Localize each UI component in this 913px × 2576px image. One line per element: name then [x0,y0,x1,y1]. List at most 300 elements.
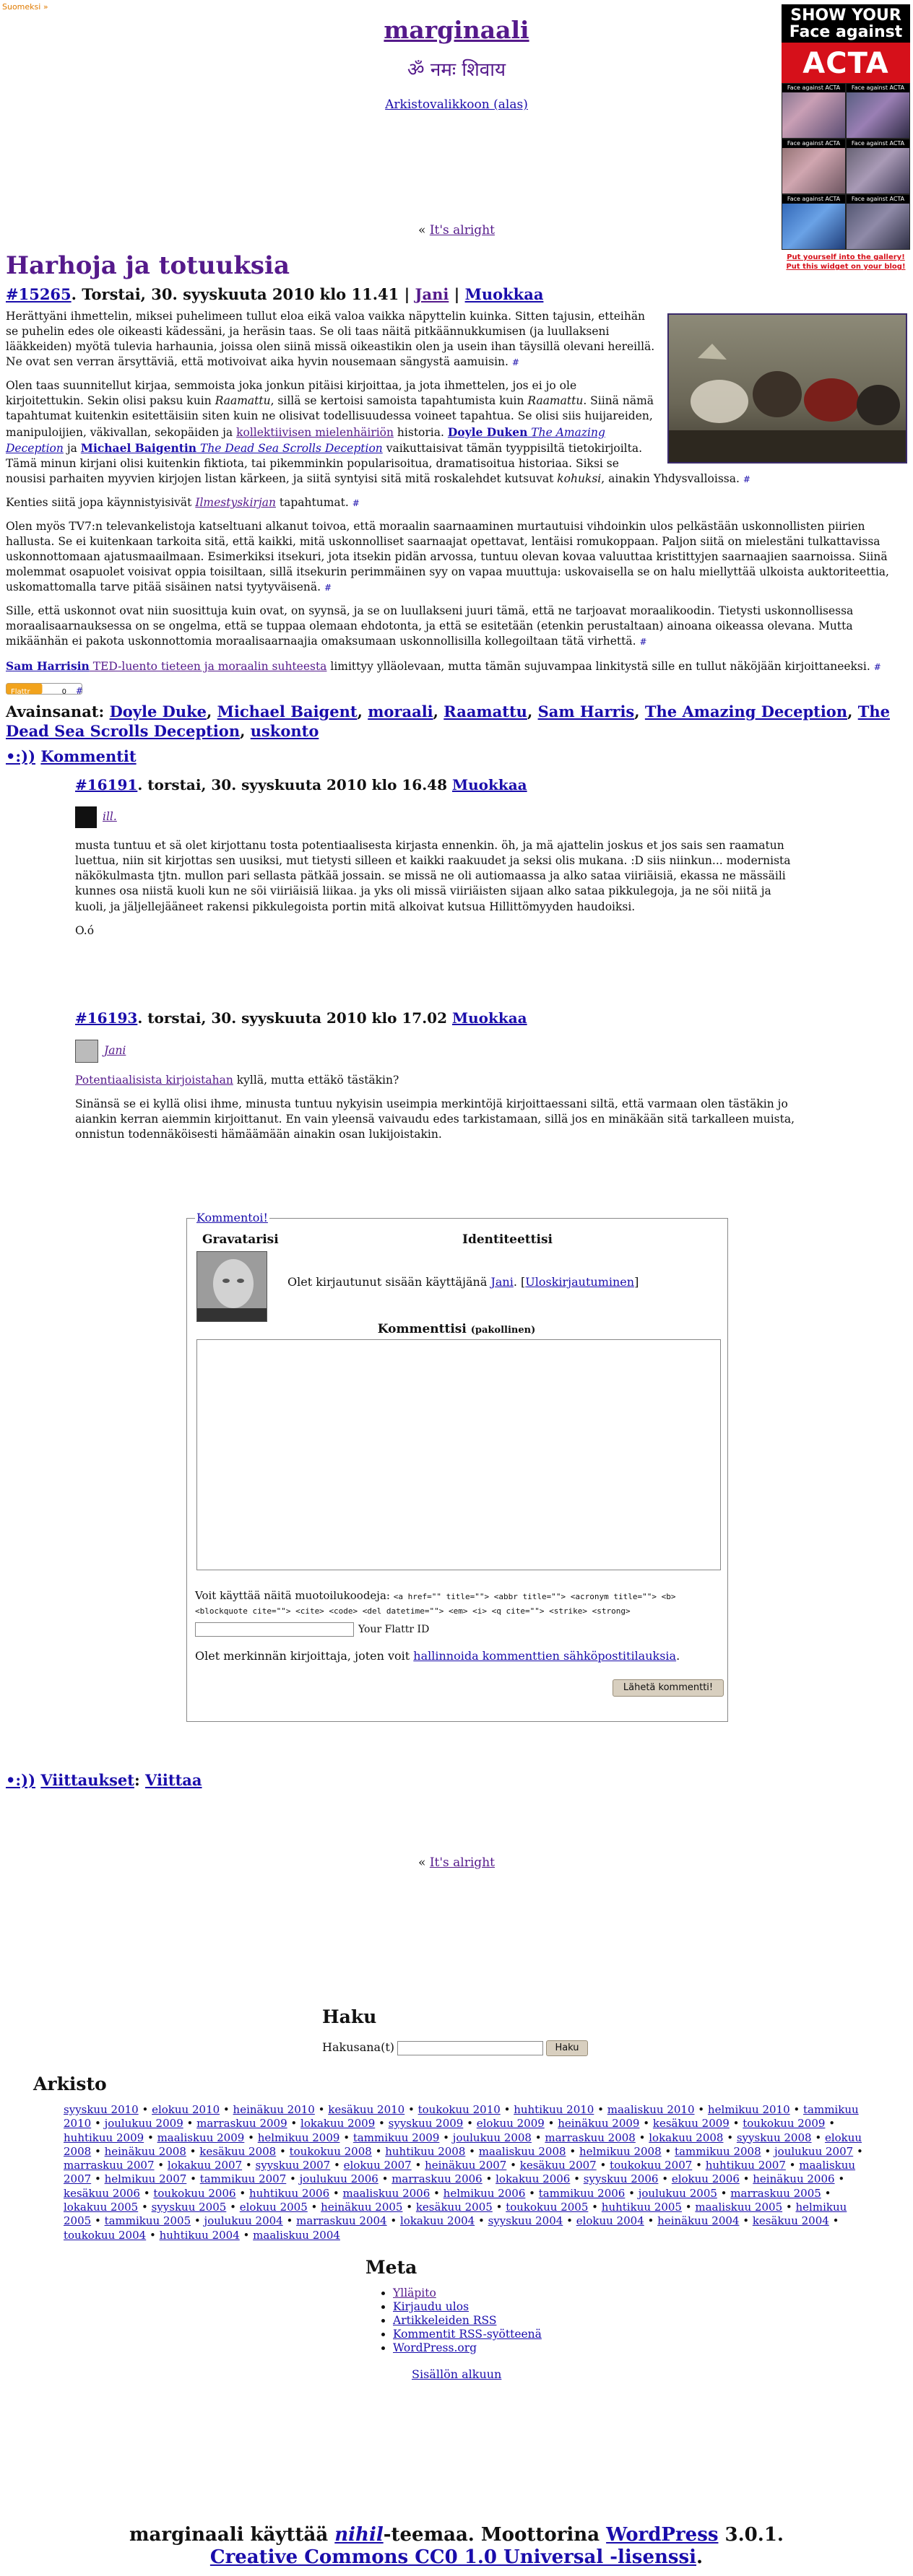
logout-link[interactable]: Uloskirjautuminen [525,1275,635,1289]
archive-month-link[interactable]: heinäkuu 2009 [558,2117,640,2131]
archive-month-link[interactable]: joulukuu 2005 [638,2186,717,2200]
identity-heading: Identiteettisi [462,1232,553,1247]
archive-month-link[interactable]: elokuu 2006 [671,2172,740,2186]
post-title-link[interactable]: Harhoja ja totuuksia [6,251,290,280]
archive-separator: • [500,2103,514,2116]
theme-link[interactable]: nihil [334,2524,384,2546]
trackback-url-link[interactable]: Viittaa [145,1771,202,1789]
site-title [0,14,913,47]
archive-month-link[interactable]: toukokuu 2005 [506,2201,589,2214]
prev-post-link[interactable]: It's alright [429,223,495,238]
acta-face-1[interactable] [782,83,846,139]
archive-month-link[interactable]: lokakuu 2008 [649,2131,724,2144]
avatar [75,806,97,828]
meta-heading: Meta [365,2257,417,2278]
comments-rss-link[interactable]: Kommentit RSS-syötteenä [393,2328,542,2341]
comment-date: . torstai, 30. syyskuuta 2010 klo 17.02 [137,1009,452,1027]
acta-face-2[interactable] [846,83,910,139]
language-switch[interactable] [2,2,48,13]
tag-link[interactable]: Raamattu [443,702,527,721]
archive-separator: • [639,2117,653,2131]
comment-text [75,1073,797,1088]
acta-widget-link[interactable]: Put this widget on your blog! [786,263,906,271]
archive-separator: • [465,2144,479,2158]
paragraph-text: limittyy ylläolevaan, mutta tämän sujuvampaa linkitystä sille en tullut näköjään kirjoittaneeksi. [326,659,870,673]
archive-month-link[interactable]: elokuu 2009 [476,2117,545,2131]
trackbacks-heading [6,1770,202,1790]
flattr-id-row [195,1622,429,1637]
archive-month-link[interactable]: maaliskuu 2006 [342,2186,430,2200]
archive-month-link[interactable]: elokuu 2007 [343,2159,412,2172]
footer-text: marginaali käyttää [129,2524,335,2546]
archive-separator: • [386,2214,400,2228]
archive-month-link[interactable]: heinäkuu 2004 [657,2214,740,2228]
subscription-note [195,1648,680,1664]
archive-separator: • [329,2186,343,2200]
acta-widget[interactable] [782,4,910,271]
archive-separator: • [146,2228,160,2242]
archive-month-link[interactable]: maaliskuu 2004 [253,2228,340,2242]
archive-separator: • [371,2144,386,2158]
post-meta [6,284,543,305]
skip-to-top-link[interactable]: Sisällön alkuun [412,2367,502,2381]
archive-month-link[interactable]: helmikuu 2008 [579,2144,662,2158]
acta-face-6[interactable] [846,194,910,250]
required-marker: (pakollinen) [470,1325,536,1336]
archive-separator: • [339,2131,353,2144]
archive-separator: • [594,2103,607,2116]
flattr-row [6,683,907,699]
comment-header [75,775,797,795]
trackbacks-colon: : [134,1771,146,1789]
post-author-link[interactable]: Jani [415,285,449,303]
archive-month-link[interactable]: joulukuu 2007 [774,2144,854,2158]
archive-month-link[interactable]: huhtikuu 2004 [159,2228,240,2242]
acta-face-3[interactable] [782,139,846,194]
post-permalink[interactable]: #15265 [6,285,72,303]
acta-gallery-link[interactable]: Put yourself into the gallery! [787,253,905,262]
archive-month-link[interactable]: toukokuu 2009 [743,2117,826,2131]
comment-edit-link[interactable]: Muokkaa [451,1009,527,1027]
archive-month-link[interactable]: kesäkuu 2006 [64,2186,140,2200]
allowed-tags-list: <a href="" title=""> <abbr title=""> <acronym title=""> <b> <blockquote cite=""> <cite> <code> <del datetime=""> <em> <i> <q cite=""> <strike> <strong> [195,1592,676,1616]
archive-month-link[interactable]: helmikuu 2009 [257,2131,340,2144]
potential-books-link[interactable]: Potentiaalisista kirjoistahan [75,1074,233,1087]
meta-item [393,2286,542,2300]
ted-talk-link[interactable]: TED-luento tieteen ja moraalin suhteesta [89,659,327,673]
paragraph-text: Sille, että uskonnot ovat niin suosittuja kuin ovat, on syynsä, ja se on luullakseni juuri tämä, että ne tarjoavat moraalikoodin. Tietysti uskonnollisessa moraalisaarnauksessa on se ongelma, että se tuppaa olemaan ehdotonta, ja että se esitetään (etenkin perustaltaan) ainoana oikeassa olevana. Mutta mikäänhän ei pakota uskonnottomia moraalisaarnaajia omaksumaan uskonnollisilla kollegoiltaan tätä virhettä. [6,604,854,648]
post-body [6,309,907,708]
archive-month-link[interactable]: marraskuu 2009 [196,2117,287,2131]
archive-month-link[interactable]: kesäkuu 2007 [519,2159,597,2172]
michael-baigent-link[interactable] [81,441,383,455]
footer-text: -teemaa. Moottorina [383,2524,607,2546]
tag-link[interactable]: Sam Harris [537,702,635,721]
archive-month-link[interactable]: marraskuu 2008 [545,2131,636,2144]
search-label: Hakusana(t) [322,2040,394,2054]
archive-separator: • [739,2172,753,2186]
archive-month-link[interactable]: marraskuu 2007 [64,2159,155,2172]
comment-form-legend-link[interactable]: Kommentoi! [196,1211,268,1224]
submit-comment-button[interactable]: Lähetä kommentti! [613,1679,724,1697]
prev-post-link[interactable]: It's alright [429,1855,495,1870]
archive-month-link[interactable]: elokuu 2008 [64,2131,862,2158]
archive-month-link[interactable]: syyskuu 2005 [151,2201,227,2214]
comments-heading-link[interactable]: Kommentit [40,747,137,765]
search-form [322,2040,588,2056]
logged-in-user-link[interactable]: Jani [490,1275,514,1289]
acta-cell-label: Face against ACTA [782,84,845,92]
archive-month-link[interactable]: syyskuu 2009 [388,2117,464,2131]
archive-month-link[interactable]: joulukuu 2008 [452,2131,532,2144]
acta-band: ACTA [782,43,910,83]
archive-separator: • [570,2172,584,2186]
paragraph-text: Herättyäni ihmettelin, miksei puhelimeen tullut eloa eikä valoa vaikka näpyttelin kuinka. Sitten tajusin, etteihän se puhelin edes ole oikeasti kädessäni, ja heräsin taas. Se oli taas näitä pitkäännukkumisen (ja luullakseni lääkkeiden) myötä tulevia harhaunia, joissa olen siinä missä oikeastikin olen ja usein ihan täysillä olevani hereillä. Ne ovat sen verran ärsyttäviä, että motivoivat aika hyvin nousemaan sängystä aamuisin. [6,310,655,369]
archive-separator: • [411,2159,425,2172]
notify-prefix: Olet merkinnän kirjoittaja, joten voit [195,1649,414,1663]
emphasis: Raamattu [527,394,584,408]
archive-separator: • [330,2159,344,2172]
archive-separator: • [183,2117,197,2131]
meta-separator: | [449,285,465,303]
comment-text: musta tuntuu et sä olet kirjottanu tosta potentiaalisesta kirjasta ennenkin. öh, ja mä ajattelin joskus et jos sais sen raamatun luettua, niin sit kirjottas sen uusiksi, mut tietysti silleen et kaikki raakuudet ja seksi olis mukana. :D siis niinkun... modernista näkökulmasta tjtn. mullon pari sellasta pätkää jossain. se missä ne oli autiomaassa ja alko sataa viiriäisiä, ekassa ne mässäili kunnes osa niistä kuoli kun ne söi viiriäisiä liikaa. ja yks oli missä viiriäisten sijaan alko sataa pikkulegoja, ja ne söi niitä ja kuoli, ja jäljellejääneet rakensi pikkulegoista portin mitä alkoivat kutsua Hillittömyyden haudoiksi. [75,839,791,913]
paragraph-text: tapahtumat. [275,495,349,509]
tag-link[interactable]: The Amazing Deception [644,702,848,721]
user-avatar-icon [197,1252,267,1321]
language-label[interactable]: Suomeksi [2,2,41,12]
archive-separator: • [239,2228,254,2242]
tag-link[interactable]: moraali [368,702,433,721]
archive-month-link[interactable]: heinäkuu 2008 [104,2144,186,2158]
pilcrow-link[interactable]: # [511,357,519,368]
pilcrow-link[interactable]: # [639,637,647,648]
trackback-feed-icon[interactable]: •:)) [6,1771,36,1789]
archive-separator: • [186,2172,200,2186]
comment [75,1009,797,1152]
acta-cell-label: Face against ACTA [847,195,909,204]
archive-separator: • [276,2144,290,2158]
archive-month-link[interactable]: tammikuu 2007 [199,2172,287,2186]
archive-month-link[interactable]: syyskuu 2004 [488,2214,563,2228]
footer-text: . [696,2546,704,2569]
archive-month-link[interactable]: tammikuu 2010 [64,2103,859,2131]
comment-textarea[interactable] [196,1339,721,1570]
archive-separator: • [144,2131,157,2144]
archive-month-link[interactable]: kesäkuu 2005 [415,2201,493,2214]
archive-month-link[interactable]: maaliskuu 2005 [695,2201,783,2214]
comment-edit-link[interactable]: Muokkaa [451,776,527,793]
prev-nav-prefix: « [418,223,430,238]
comments-feed-icon[interactable]: •:)) [6,747,36,765]
archive-month-link[interactable]: heinäkuu 2006 [753,2172,835,2186]
pilcrow-link[interactable]: # [873,661,881,672]
archive-separator: • [220,2103,233,2116]
skip-to-top [412,2367,501,2383]
archive-month-link[interactable]: helmikuu 2005 [64,2201,847,2228]
notify-suffix: . [676,1649,680,1663]
comment-author-link[interactable]: ill. [103,810,117,824]
pilcrow-link[interactable]: # [352,497,360,508]
archive-separator: • [563,2214,576,2228]
archive-separator: • [853,2144,863,2158]
archive-month-link[interactable]: heinäkuu 2005 [321,2201,403,2214]
archive-month-link[interactable]: maaliskuu 2009 [157,2131,245,2144]
archive-separator: • [475,2214,488,2228]
prev-post-nav-bottom [0,1855,913,1871]
pilcrow-link[interactable]: # [743,474,750,484]
archive-month-link[interactable]: toukokuu 2006 [153,2186,236,2200]
archive-month-link[interactable]: tammikuu 2006 [538,2186,626,2200]
manage-subscriptions-link[interactable]: hallinnoida kommenttien sähköpostitilauksia [413,1649,677,1663]
archive-month-link[interactable]: kesäkuu 2010 [328,2103,405,2116]
pilcrow-link[interactable]: # [75,685,83,696]
archive-month-link[interactable]: maaliskuu 2007 [64,2159,856,2186]
search-heading: Haku [322,2006,377,2027]
collective-disorder-link[interactable]: kollektiivisen mielenhäiriön [236,425,394,439]
paragraph-text: Olen myös TV7:n televankelistoja katseltuani alkanut toivoa, että moraalin saarnaaminen murtautuisi vihdoinkin ulos pelkästään uskonnollisten piirien hallusta. Se ei kuitenkaan tarkoita sitä, että kaikki, mitä uskonnolliset saarnaajat opettavat, lentäisi romukoppaan. Paljon siitä on mielestäni tulkattavissa uskonnottomaan ajatusmaailmaan. Esimerkiksi itsekuri, jota itsekin pidän arvossa, tuntuu olevan kovaa valuuttaa kristittyjen saarnaajien saarnoissa. Siinä molemmat osapuolet voisivat oppia toisiltaan, sillä itsekurin perimmäinen syy on vapaa muuttuja: uskovaisella se on halu miellyttää ulkoista auktoriteettia, uskomattomalla tarve pitää sisäinen natsi tyytyväisenä. [6,519,889,594]
archive-month-link[interactable]: tammikuu 2005 [104,2214,191,2228]
pilcrow-link[interactable]: # [324,583,332,593]
acta-line1: SHOW YOUR [790,6,901,25]
post-date: . Torstai, 30. syyskuuta 2010 klo 11.41 | [71,285,415,303]
archive-separator: • [566,2144,579,2158]
archive-separator: • [287,2117,301,2131]
comment-text: O.ó [75,923,95,937]
archive-separator: • [834,2172,845,2186]
link-part: Michael Baigentin [80,440,197,455]
post-illustration [667,313,907,464]
archive-month-link[interactable]: helmikuu 2007 [104,2172,187,2186]
archive-month-link[interactable]: huhtikuu 2007 [705,2159,786,2172]
tag-link[interactable]: uskonto [250,722,319,741]
archive-heading: Arkisto [33,2074,107,2094]
emphasis: kohuksi [557,471,602,485]
archive-month-link[interactable]: marraskuu 2004 [296,2214,387,2228]
archive-month-link[interactable]: toukokuu 2008 [289,2144,372,2158]
admin-link[interactable]: Ylläpito [393,2286,436,2299]
post-paragraph-4 [6,519,907,595]
archive-month-link[interactable]: maaliskuu 2010 [607,2103,695,2116]
archive-separator: • [286,2172,300,2186]
archive-separator: • [139,2186,154,2200]
archive-separator: • [681,2201,696,2214]
archive-separator: • [242,2159,256,2172]
site-footer [0,2524,913,2569]
search-input[interactable] [397,2041,543,2055]
allowed-tags [195,1588,722,1618]
archive-month-link[interactable]: toukokuu 2007 [610,2159,693,2172]
prev-nav-prefix: « [418,1855,430,1870]
archive-month-link[interactable]: huhtikuu 2005 [601,2201,682,2214]
archive-month-link[interactable]: tammikuu 2008 [675,2144,761,2158]
archive-separator: • [531,2131,545,2144]
archive-month-link[interactable]: heinäkuu 2010 [233,2103,315,2116]
comment-form-legend [195,1210,269,1226]
archive-separator: • [658,2172,672,2186]
tag-link[interactable]: Michael Baigent [217,702,358,721]
archive-month-link[interactable]: toukokuu 2010 [417,2103,501,2116]
archive-separator: • [138,2201,152,2214]
archive-separator: • [430,2186,443,2200]
archive-month-link[interactable]: huhtikuu 2009 [64,2131,144,2144]
logged-in-info: Olet kirjautunut sisään käyttäjänä Jani. [Uloskirjautuminen] [287,1275,639,1289]
paragraph-text: Kenties siitä jopa käynnistyisivät [6,495,196,509]
archive-month-link[interactable]: marraskuu 2006 [391,2172,483,2186]
revelation-link[interactable]: Ilmestyskirjan [195,495,276,509]
site-title-link[interactable]: marginaali [384,16,529,44]
tag-link[interactable]: The Dead Sea Scrolls Deception [6,702,890,741]
archive-separator: • [729,2117,743,2131]
acta-gallery[interactable] [782,83,910,250]
archive-separator: • [282,2214,297,2228]
comment-permalink[interactable]: #16193 [75,1009,138,1027]
archive-month-link[interactable]: syyskuu 2010 [64,2103,139,2116]
flattr-id-label: Your Flattr ID [358,1624,430,1635]
archive-separator: • [821,2186,831,2200]
archive-month-link[interactable]: helmikuu 2006 [443,2186,526,2200]
search-button[interactable]: Haku [546,2040,588,2056]
archive-separator: • [244,2131,258,2144]
tags-label: Avainsanat: [6,702,110,721]
wordpress-link[interactable]: WordPress [606,2524,719,2546]
archive-separator: • [226,2201,240,2214]
paragraph-text: . Siinä nämä tapahtumat kuitenkin esitettäisiin siten kuin ne olisivat todellisuudessa voineet tapahtua. Se olisi siis huijareiden, manipuloijien, väkivallan, sekopäiden ja [6,394,654,439]
archive-separator: • [625,2186,639,2200]
archive-month-link[interactable]: joulukuu 2004 [204,2214,283,2228]
archive-separator: • [91,2144,105,2158]
archive-separator: • [91,2214,105,2228]
acta-line2: Face against [789,23,903,42]
archive-separator: • [525,2186,539,2200]
logged-in-prefix: Olet kirjautunut sisään käyttäjänä [287,1275,491,1289]
archive-separator: • [492,2201,506,2214]
horsemen-painting [669,315,906,462]
archive-separator: • [782,2201,796,2214]
paragraph-text: , sillä se kertoisi samoista tapahtumista kuin [270,394,528,408]
post-paragraph-6 [6,658,907,674]
archive-month-link[interactable]: syyskuu 2008 [736,2131,812,2144]
comment-permalink[interactable]: #16191 [75,776,138,793]
paragraph-text: , ainakin Yhdysvalloissa. [601,471,740,485]
comment-field-heading [0,1321,913,1338]
paragraph-text: Olen taas suunnitellut kirjaa, semmoista joka jonkun pitäisi kirjoittaa, ja jota ihmettelen, jos ei jo ole kirjoitettukin. Sekin olisi paksu kuin [6,379,577,408]
archive-separator: • [91,2172,105,2186]
acta-face-5[interactable] [782,194,846,250]
archive-separator: • [482,2172,496,2186]
archive-month-link[interactable]: syyskuu 2006 [583,2172,659,2186]
post-paragraph-5 [6,604,907,649]
allowed-prefix: Voit käyttää näitä muotoilukoodeja: [195,1589,394,1602]
logout-meta-link[interactable]: Kirjaudu ulos [393,2300,470,2313]
archive-separator: • [828,2214,839,2228]
archive-month-link[interactable]: huhtikuu 2008 [385,2144,466,2158]
post-title [6,250,290,283]
gravatar-image [196,1251,267,1322]
tag-link[interactable]: Doyle Duke [109,702,207,721]
archive-month-link[interactable]: elokuu 2004 [576,2214,644,2228]
acta-cell-label: Face against ACTA [847,139,909,148]
archive-month-link[interactable]: kesäkuu 2009 [652,2117,730,2131]
paragraph-text: vaikuttaisivat tämän tyyppisiltä tietokirjoilta. Tämä minun kirjani olisi kuitenkin fiktiota, tai pikemminkin popularisoitua, dramatisoitua historiaa. Siksi se nousisi parhaiten myyvien kirjojen listan kärkeen, ja siitä syntyisi sitä mitä roskalehdet kutsuvat [6,441,643,485]
archive-month-link[interactable]: tammikuu 2009 [352,2131,440,2144]
site-tagline: ॐ नमः शिवाय [407,59,506,81]
archive-separator: • [91,2117,105,2131]
archive-month-link[interactable]: huhtikuu 2006 [248,2186,330,2200]
archive-separator: • [825,2117,836,2131]
archive-month-link[interactable]: maaliskuu 2008 [478,2144,566,2158]
archive-month-link[interactable]: helmikuu 2010 [707,2103,790,2116]
archive-separator: • [588,2201,602,2214]
flattr-id-input[interactable] [195,1622,354,1637]
post-edit-link[interactable]: Muokkaa [464,285,544,303]
comment-text-part: kyllä, mutta ettäkö tästäkin? [233,1074,399,1087]
archive-month-link[interactable]: toukokuu 2004 [64,2228,147,2242]
archive-separator: • [138,2103,152,2116]
archive-separator: • [378,2172,392,2186]
archive-month-link[interactable]: huhtikuu 2010 [514,2103,594,2116]
acta-face-4[interactable] [846,139,910,194]
archive-month-link[interactable]: lokakuu 2007 [167,2159,243,2172]
trackbacks-link[interactable]: Viittaukset [40,1771,134,1789]
posts-rss-link[interactable]: Artikkeleiden RSS [393,2314,497,2327]
comment [75,775,797,947]
archive-month-link[interactable]: syyskuu 2007 [255,2159,331,2172]
archive-month-link[interactable]: lokakuu 2005 [64,2201,139,2214]
archive-month-link[interactable]: elokuu 2005 [239,2201,308,2214]
archive-separator: • [439,2131,453,2144]
archive-month-link[interactable]: lokakuu 2009 [300,2117,376,2131]
archive-separator: • [596,2159,610,2172]
meta-item [393,2341,542,2355]
archive-month-link[interactable]: joulukuu 2009 [104,2117,183,2131]
wordpress-org-link[interactable]: WordPress.org [393,2341,477,2354]
paragraph-text: historia. [394,425,448,439]
archive-jump [0,97,913,113]
archive-separator: • [314,2103,329,2116]
meta-item [393,2300,542,2314]
archive-separator: • [506,2159,520,2172]
meta-list [373,2286,542,2355]
archive-jump-link[interactable]: Arkistovalikkoon (alas) [385,97,528,112]
archive-separator: • [723,2131,737,2144]
acta-header [782,4,910,43]
archive-separator: • [761,2144,775,2158]
archive-separator: • [789,2103,804,2116]
archive-month-link[interactable]: lokakuu 2004 [400,2214,475,2228]
archive-month-link[interactable]: lokakuu 2006 [496,2172,571,2186]
acta-cell-label: Face against ACTA [782,195,845,204]
archive-month-link[interactable]: marraskuu 2005 [730,2186,821,2200]
archive-month-link[interactable]: elokuu 2010 [152,2103,220,2116]
archive-month-link[interactable]: kesäkuu 2008 [199,2144,277,2158]
comment-date: . torstai, 30. syyskuuta 2010 klo 16.48 [137,776,452,793]
archive-separator: • [785,2159,800,2172]
sam-harris-link[interactable]: Sam Harrisin [6,658,90,673]
language-arrow: » [43,2,48,12]
archive-separator: • [235,2186,249,2200]
post-tags: Avainsanat: Doyle Duke, Michael Baigent, moraali, Raamattu, Sam Harris, The Amazing Deception, The Dead Sea Scrolls Deception, uskonto [6,702,890,741]
comment-author-link[interactable]: Jani [104,1044,126,1058]
archive-separator: • [692,2159,706,2172]
emphasis: Raamattu [215,394,271,408]
archive-month-link[interactable]: kesäkuu 2004 [752,2214,829,2228]
acta-cell-label: Face against ACTA [782,139,845,148]
flattr-count: 0 [61,687,66,696]
license-link[interactable]: Creative Commons CC0 1.0 Universal -lisenssi [209,2546,697,2569]
archive-month-link[interactable]: joulukuu 2006 [299,2172,378,2186]
archive-month-link[interactable]: heinäkuu 2007 [425,2159,507,2172]
comment-author-row [75,806,797,828]
